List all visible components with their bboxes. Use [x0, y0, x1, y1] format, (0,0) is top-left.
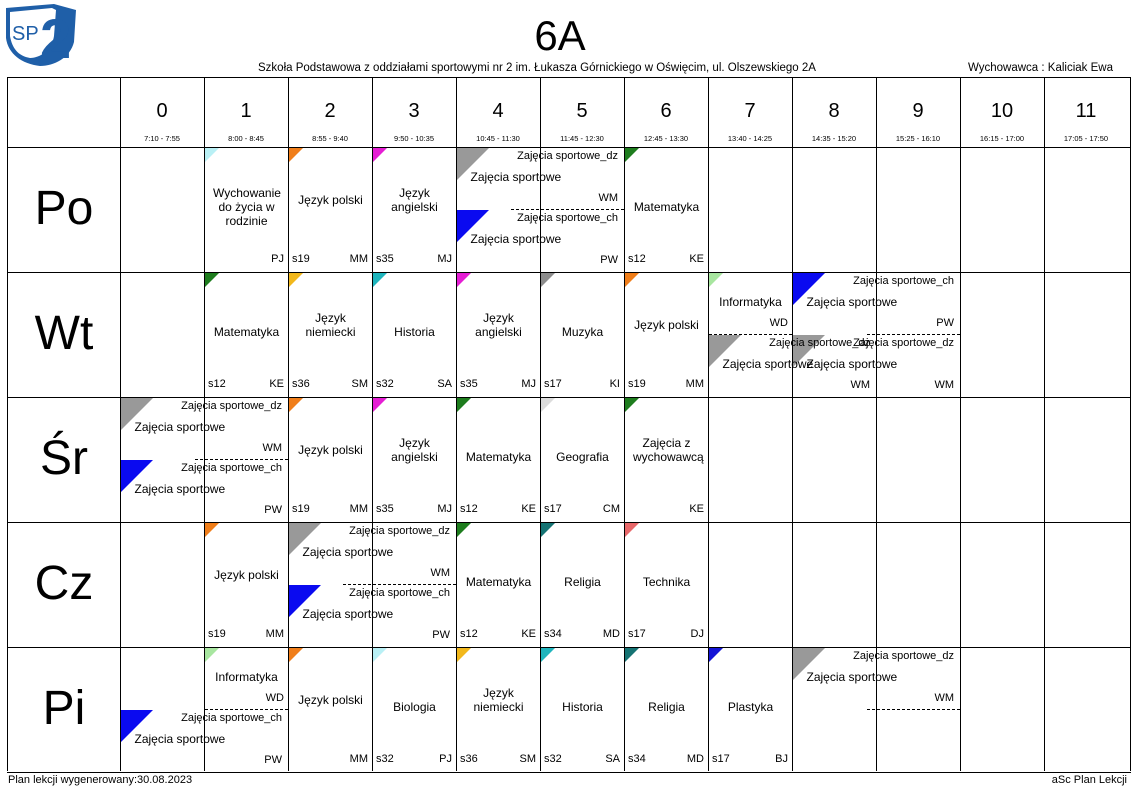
group-name: Zajęcia sportowe_dz [181, 400, 282, 412]
lesson-room: s19 [292, 253, 310, 265]
lesson-color-marker [205, 273, 219, 287]
lesson-teacher: KI [609, 378, 620, 390]
group-subject: Zajęcia sportowe [806, 295, 898, 309]
group-subject: Zajęcia sportowe [302, 545, 394, 559]
lesson-teacher: MM [265, 628, 284, 640]
lesson-teacher: MM [349, 503, 368, 515]
group-divider [195, 459, 289, 460]
group-subject: Zajęcia sportowe [302, 607, 394, 621]
grid-line-right [1130, 77, 1131, 771]
lesson-teacher: PJ [439, 753, 452, 765]
lesson-color-marker [625, 523, 639, 537]
lesson-teacher: MM [349, 253, 368, 265]
lesson-teacher: KE [521, 503, 536, 515]
group-teacher: WM [430, 567, 450, 579]
group-subject: Zajęcia sportowe [134, 732, 226, 746]
lesson-subject: Język angielski [475, 311, 522, 339]
lesson-room: s35 [376, 253, 394, 265]
period-time: 8:55 - 9:40 [312, 134, 348, 143]
split-lesson-cell[interactable] [457, 148, 624, 272]
lesson-color-marker [289, 148, 303, 162]
lesson-subject: Technika [642, 575, 691, 589]
lesson-color-marker [289, 648, 303, 662]
lesson-room: s17 [544, 378, 562, 390]
lesson-subject: Język polski [634, 318, 699, 332]
lesson-subject: Język polski [298, 693, 363, 707]
lesson-cell[interactable] [205, 148, 288, 272]
group-divider [511, 209, 625, 210]
grid-line-horizontal [7, 772, 1131, 773]
group-teacher: PW [264, 504, 282, 516]
lesson-room: s34 [628, 753, 646, 765]
lesson-room: s12 [460, 628, 478, 640]
class-title: 6A [534, 12, 586, 59]
lesson-color-marker [457, 523, 471, 537]
period-time: 13:40 - 14:25 [727, 134, 773, 143]
group-divider [343, 584, 457, 585]
lesson-color-marker [373, 648, 387, 662]
group-teacher: WM [850, 379, 870, 391]
lesson-cell[interactable] [373, 273, 456, 397]
lesson-cell[interactable] [205, 523, 288, 647]
lesson-color-marker [625, 148, 639, 162]
split-lesson-cell[interactable] [793, 648, 960, 772]
period-number: 7 [744, 100, 756, 122]
group-teacher: WM [598, 192, 618, 204]
split-lesson-cell[interactable] [709, 335, 876, 397]
lesson-subject: Historia [394, 325, 435, 339]
group-name: Zajęcia sportowe_ch [181, 462, 282, 474]
lesson-subject: Informatyka [215, 670, 278, 684]
lesson-cell[interactable] [541, 273, 624, 397]
period-number: 10 [990, 100, 1014, 122]
grid-line-top [7, 77, 1131, 78]
lesson-room: s32 [376, 378, 394, 390]
group-name: Zajęcia sportowe_dz [853, 337, 954, 349]
lesson-cell[interactable] [709, 273, 792, 335]
group-teacher: WM [934, 692, 954, 704]
day-label: Pi [42, 682, 86, 735]
lesson-color-marker [457, 648, 471, 662]
group-subject: Zajęcia sportowe [470, 170, 562, 184]
lesson-subject: Matematyka [633, 200, 700, 214]
period-number: 6 [660, 100, 672, 122]
group-subject: Zajęcia sportowe [806, 670, 898, 684]
lesson-teacher: SA [605, 753, 620, 765]
lesson-room: s35 [376, 503, 394, 515]
split-lesson-cell[interactable] [121, 398, 288, 522]
grid-line-vertical [960, 77, 961, 771]
group-subject: Zajęcia sportowe [470, 232, 562, 246]
lesson-subject: Matematyka [465, 450, 532, 464]
lesson-color-marker [205, 523, 219, 537]
homeroom-teacher: Wychowawca : Kaliciak Ewa [968, 62, 1113, 74]
period-time: 16:15 - 17:00 [979, 134, 1025, 143]
school-name: Szkoła Podstawowa z oddziałami sportowymi nr 2 im. Łukasza Górnickiego w Oświęcim, ul. Olszewskiego 2A [258, 62, 816, 74]
lesson-room: s12 [628, 253, 646, 265]
period-time: 7:10 - 7:55 [144, 134, 180, 143]
logo-text: SP [12, 23, 39, 45]
group-divider [867, 709, 961, 710]
lesson-subject: Język polski [298, 443, 363, 457]
period-number: 2 [324, 100, 336, 122]
lesson-subject: Język niemiecki [473, 686, 524, 714]
period-time: 11:45 - 12:30 [560, 134, 604, 143]
group-teacher: PW [432, 629, 450, 641]
lesson-cell[interactable] [457, 273, 540, 397]
group-name: Zajęcia sportowe_ch [517, 212, 618, 224]
lesson-room: s19 [628, 378, 646, 390]
lesson-color-marker [289, 398, 303, 412]
lesson-subject: Wychowanie do życia w rodzinie [213, 186, 281, 228]
group-subject: Zajęcia sportowe [134, 482, 226, 496]
lesson-subject: Religia [648, 700, 685, 714]
lesson-subject: Geografia [556, 450, 609, 464]
period-time: 14:35 - 15:20 [811, 134, 857, 143]
period-number: 3 [408, 100, 420, 122]
lesson-subject: Język angielski [391, 186, 438, 214]
logo-number: 2 [40, 7, 72, 68]
lesson-color-marker [541, 648, 555, 662]
lesson-room: s12 [208, 378, 226, 390]
period-number: 0 [156, 100, 168, 122]
split-lesson-cell[interactable] [121, 710, 288, 772]
lesson-room: s32 [544, 753, 562, 765]
lesson-teacher: MJ [521, 378, 536, 390]
lesson-teacher: MJ [437, 503, 452, 515]
lesson-cell[interactable] [289, 148, 372, 272]
lesson-subject: Język niemiecki [305, 311, 356, 339]
group-name: Zajęcia sportowe_ch [349, 587, 450, 599]
lesson-color-marker [709, 273, 723, 287]
period-time: 8:00 - 8:45 [228, 134, 264, 143]
lesson-color-marker [541, 523, 555, 537]
lesson-subject: Biologia [393, 700, 436, 714]
lesson-room: s34 [544, 628, 562, 640]
lesson-room: s35 [460, 378, 478, 390]
lesson-color-marker [205, 648, 219, 662]
period-time: 12:45 - 13:30 [643, 134, 689, 143]
lesson-subject: Religia [564, 575, 601, 589]
software-brand: aSc Plan Lekcji [1051, 774, 1127, 786]
lesson-subject: Język angielski [391, 436, 438, 464]
group-name: Zajęcia sportowe_ch [181, 712, 282, 724]
lesson-room: s36 [292, 378, 310, 390]
lesson-color-marker [625, 648, 639, 662]
lesson-subject: Zajęcia z wychowawcą [633, 436, 704, 464]
group-name: Zajęcia sportowe_dz [349, 525, 450, 537]
lesson-teacher: MJ [437, 253, 452, 265]
lesson-cell[interactable] [289, 273, 372, 397]
lesson-teacher: SM [351, 378, 368, 390]
period-number: 1 [240, 100, 252, 122]
lesson-cell[interactable] [373, 648, 456, 772]
lesson-teacher: PJ [271, 253, 284, 265]
day-label: Wt [34, 307, 94, 360]
group-teacher: WM [934, 379, 954, 391]
lesson-cell[interactable] [373, 398, 456, 522]
day-label: Śr [40, 432, 88, 485]
lesson-subject: Matematyka [465, 575, 532, 589]
day-label: Cz [34, 557, 94, 610]
lesson-teacher: KE [269, 378, 284, 390]
lesson-teacher: MM [685, 378, 704, 390]
period-time: 10:45 - 11:30 [476, 134, 520, 143]
group-name: Zajęcia sportowe_dz [853, 650, 954, 662]
period-time: 17:05 - 17:50 [1063, 134, 1109, 143]
lesson-subject: Informatyka [719, 295, 782, 309]
lesson-room: s32 [376, 753, 394, 765]
lesson-teacher: MD [602, 628, 620, 640]
group-teacher: PW [264, 754, 282, 766]
lesson-color-marker [205, 148, 219, 162]
lesson-room: s17 [544, 503, 562, 515]
group-teacher: WM [262, 442, 282, 454]
lesson-teacher: CM [602, 503, 620, 515]
lesson-teacher: BJ [775, 753, 788, 765]
lesson-teacher: KE [521, 628, 536, 640]
period-number: 11 [1075, 100, 1097, 122]
lesson-room: s17 [628, 628, 646, 640]
group-name: Zajęcia sportowe_dz [517, 150, 618, 162]
lesson-subject: Muzyka [561, 325, 604, 339]
lesson-room: s17 [712, 753, 730, 765]
lesson-color-marker [373, 398, 387, 412]
lesson-teacher: WD [265, 692, 284, 704]
lesson-subject: Język polski [214, 568, 279, 582]
lesson-teacher: SA [437, 378, 452, 390]
lesson-color-marker [457, 398, 471, 412]
period-number: 8 [828, 100, 840, 122]
lesson-cell[interactable] [625, 523, 708, 647]
group-subject: Zajęcia sportowe [134, 420, 226, 434]
lesson-room: s36 [460, 753, 478, 765]
lesson-cell[interactable] [289, 648, 372, 772]
grid-line-vertical [1044, 77, 1045, 771]
period-number: 5 [576, 100, 588, 122]
lesson-cell[interactable] [541, 398, 624, 522]
lesson-color-marker [541, 398, 555, 412]
split-lesson-cell[interactable] [289, 523, 456, 647]
lesson-cell[interactable] [541, 648, 624, 772]
lesson-cell[interactable] [625, 398, 708, 522]
lesson-color-marker [373, 148, 387, 162]
lesson-color-marker [373, 273, 387, 287]
lesson-cell[interactable] [205, 648, 288, 710]
lesson-room: s19 [208, 628, 226, 640]
lesson-teacher: KE [689, 253, 704, 265]
lesson-cell[interactable] [625, 148, 708, 272]
lesson-subject: Matematyka [213, 325, 280, 339]
lesson-cell[interactable] [625, 273, 708, 397]
lesson-teacher: DJ [690, 628, 704, 640]
lesson-room: s19 [292, 503, 310, 515]
lesson-color-marker [289, 273, 303, 287]
lesson-cell[interactable] [373, 148, 456, 272]
lesson-color-marker [625, 273, 639, 287]
group-teacher: PW [600, 254, 618, 266]
period-time: 9:50 - 10:35 [393, 134, 435, 143]
group-name: Zajęcia sportowe_ch [853, 275, 954, 287]
lesson-color-marker [541, 273, 555, 287]
lesson-cell[interactable] [541, 523, 624, 647]
lesson-cell[interactable] [709, 648, 792, 772]
lesson-teacher: MD [686, 753, 704, 765]
lesson-subject: Historia [562, 700, 603, 714]
lesson-color-marker [625, 398, 639, 412]
day-label: Po [34, 182, 94, 235]
lesson-color-marker [709, 648, 723, 662]
lesson-cell[interactable] [457, 523, 540, 647]
lesson-cell[interactable] [625, 648, 708, 772]
period-time: 15:25 - 16:10 [895, 134, 941, 143]
lesson-cell[interactable] [457, 648, 540, 772]
group-name: Zajęcia sportowe_dz [769, 337, 870, 349]
group-subject: Zajęcia sportowe [722, 357, 814, 371]
lesson-cell[interactable] [289, 398, 372, 522]
lesson-cell[interactable] [457, 398, 540, 522]
lesson-teacher: WD [769, 317, 788, 329]
lesson-teacher: MM [349, 753, 368, 765]
lesson-color-marker [457, 273, 471, 287]
lesson-cell[interactable] [205, 273, 288, 397]
period-number: 9 [912, 100, 924, 122]
lesson-room: s12 [460, 503, 478, 515]
lesson-teacher: SM [519, 753, 536, 765]
generated-date: Plan lekcji wygenerowany:30.08.2023 [8, 774, 193, 786]
group-divider [867, 334, 961, 335]
period-number: 4 [492, 100, 504, 122]
group-subject: Zajęcia sportowe [806, 357, 898, 371]
lesson-teacher: KE [689, 503, 704, 515]
lesson-subject: Plastyka [727, 700, 774, 714]
lesson-subject: Język polski [298, 193, 363, 207]
group-teacher: PW [936, 317, 954, 329]
